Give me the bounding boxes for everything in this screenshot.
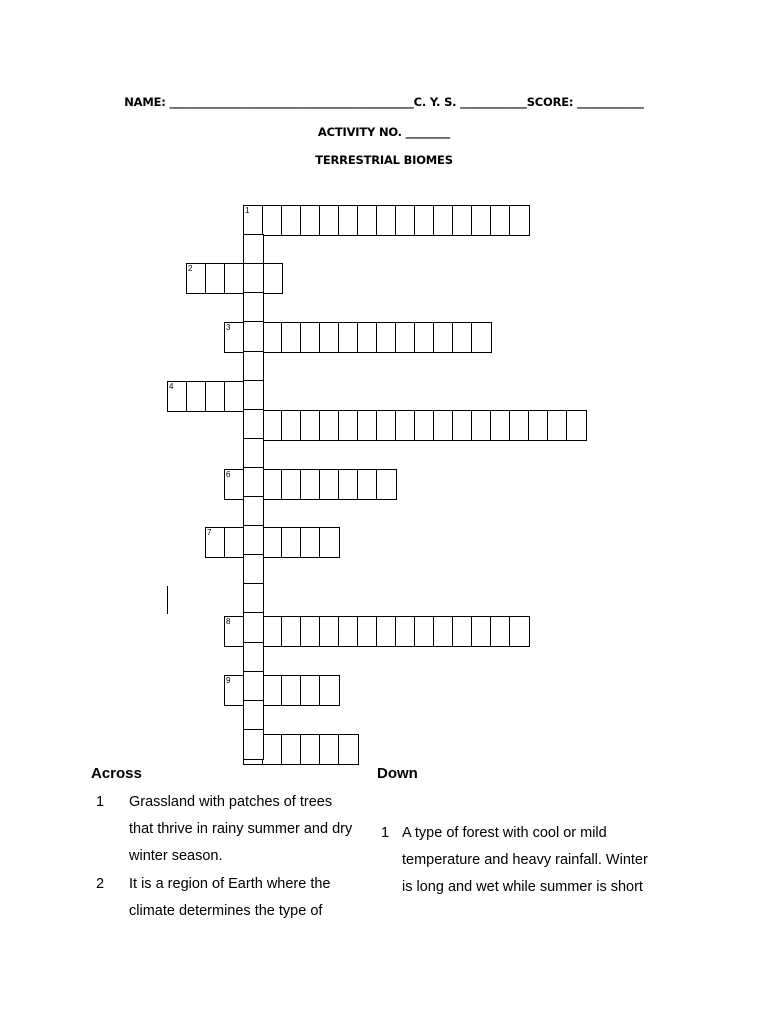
- crossword-cell-across-7[interactable]: [262, 527, 283, 558]
- crossword-cell-down-1[interactable]: [243, 583, 264, 614]
- crossword-cell-down-1[interactable]: [243, 612, 264, 643]
- crossword-cell-across-4[interactable]: [224, 381, 245, 412]
- crossword-cell-across-8[interactable]: [433, 616, 454, 647]
- crossword-cell-across-6[interactable]: [281, 469, 302, 500]
- crossword-cell-across-7[interactable]: [281, 527, 302, 558]
- clue-number: 1: [381, 825, 390, 841]
- crossword-cell-across-1[interactable]: [243, 205, 264, 236]
- crossword-cell-down-1[interactable]: [243, 467, 264, 498]
- crossword-cell-across-5[interactable]: [414, 410, 435, 441]
- crossword-cell-across-4[interactable]: [167, 381, 188, 412]
- crossword-cell-across-8[interactable]: [376, 616, 397, 647]
- crossword-cell-across-1[interactable]: [262, 205, 283, 236]
- crossword-cell-across-10[interactable]: [300, 734, 321, 765]
- crossword-cell-across-5[interactable]: [319, 410, 340, 441]
- crossword-cell-across-3[interactable]: [452, 322, 473, 353]
- crossword-cell-down-1[interactable]: [243, 234, 264, 265]
- crossword-cell-down-1[interactable]: [243, 525, 264, 556]
- crossword-cell-across-1[interactable]: [471, 205, 492, 236]
- crossword-cell-across-5[interactable]: [566, 410, 587, 441]
- crossword-cell-down-1[interactable]: [243, 380, 264, 411]
- crossword-cell-across-5[interactable]: [471, 410, 492, 441]
- crossword-cell-across-5[interactable]: [376, 410, 397, 441]
- crossword-cell-across-3[interactable]: [414, 322, 435, 353]
- crossword-cell-across-8[interactable]: [357, 616, 378, 647]
- crossword-cell-down-1[interactable]: [243, 351, 264, 382]
- crossword-cell-across-6[interactable]: [319, 469, 340, 500]
- crossword-cell-across-3[interactable]: [262, 322, 283, 353]
- crossword-cell-across-6[interactable]: [357, 469, 378, 500]
- crossword-cell-across-3[interactable]: [376, 322, 397, 353]
- crossword-cell-across-3[interactable]: [300, 322, 321, 353]
- clue-line: is long and wet while summer is short: [402, 879, 643, 895]
- crossword-cell-across-10[interactable]: [319, 734, 340, 765]
- crossword-cell-down-1[interactable]: [243, 263, 264, 294]
- crossword-cell-across-7[interactable]: [300, 527, 321, 558]
- clue-number: 2: [96, 876, 105, 892]
- crossword-cell-across-10[interactable]: [262, 734, 283, 765]
- crossword-cell-down-1[interactable]: [243, 700, 264, 731]
- crossword-cell-across-6[interactable]: [300, 469, 321, 500]
- clue-line: It is a region of Earth where the: [129, 876, 331, 892]
- crossword-cell-across-8[interactable]: [319, 616, 340, 647]
- page-title: TERRESTRIAL BIOMES: [315, 153, 453, 167]
- clue-text: [402, 820, 672, 901]
- crossword-cell-across-6[interactable]: [376, 469, 397, 500]
- crossword-cell-down-1[interactable]: [243, 642, 264, 673]
- clue-number-label: 9: [226, 676, 231, 685]
- clue-line: that thrive in rainy summer and dry: [129, 821, 353, 837]
- crossword-cell-across-10[interactable]: [281, 734, 302, 765]
- crossword-cell-across-4[interactable]: [186, 381, 207, 412]
- crossword-cell-across-1[interactable]: [357, 205, 378, 236]
- crossword-cell-across-1[interactable]: [376, 205, 397, 236]
- clue-text: [129, 871, 369, 925]
- crossword-cell-across-10[interactable]: [338, 734, 359, 765]
- crossword-cell-across-5[interactable]: [262, 410, 283, 441]
- crossword-cell-across-1[interactable]: [433, 205, 454, 236]
- crossword-cell-across-3[interactable]: [357, 322, 378, 353]
- clue-text: [129, 789, 369, 870]
- crossword-cell-down-1[interactable]: [243, 496, 264, 527]
- crossword-cell-across-8[interactable]: [395, 616, 416, 647]
- crossword-cell-across-2[interactable]: [262, 263, 283, 294]
- crossword-cell-across-5[interactable]: [547, 410, 568, 441]
- clue-line: winter season.: [129, 848, 223, 864]
- crossword-cell-across-2[interactable]: [186, 263, 207, 294]
- crossword-cell-down-1[interactable]: [243, 292, 264, 323]
- crossword-cell-across-6[interactable]: [224, 469, 245, 500]
- crossword-cell-across-1[interactable]: [490, 205, 511, 236]
- crossword-cell-down-1[interactable]: [243, 671, 264, 702]
- crossword-cell-across-8[interactable]: [452, 616, 473, 647]
- crossword-cell-across-1[interactable]: [509, 205, 530, 236]
- crossword-cell-across-6[interactable]: [338, 469, 359, 500]
- across-heading: Across: [91, 765, 142, 782]
- crossword-cell-across-5[interactable]: [433, 410, 454, 441]
- crossword-cell-across-8[interactable]: [300, 616, 321, 647]
- crossword-cell-across-5[interactable]: [281, 410, 302, 441]
- crossword-cell-across-1[interactable]: [452, 205, 473, 236]
- crossword-cell-across-3[interactable]: [395, 322, 416, 353]
- crossword-cell-across-7[interactable]: [319, 527, 340, 558]
- crossword-cell-down-1[interactable]: [243, 729, 264, 760]
- crossword-cell-across-6[interactable]: [262, 469, 283, 500]
- crossword-cell-across-3[interactable]: [224, 322, 245, 353]
- text-cursor: [167, 586, 168, 614]
- crossword-cell-across-9[interactable]: [224, 675, 245, 706]
- crossword-cell-down-1[interactable]: [243, 438, 264, 469]
- crossword-cell-across-5[interactable]: [300, 410, 321, 441]
- crossword-cell-across-3[interactable]: [433, 322, 454, 353]
- down-heading: Down: [377, 765, 418, 782]
- crossword-cell-across-5[interactable]: [509, 410, 530, 441]
- clue-line: climate determines the type of: [129, 903, 323, 919]
- clue-number-label: 3: [226, 323, 231, 332]
- crossword-cell-across-8[interactable]: [224, 616, 245, 647]
- crossword-cell-down-1[interactable]: [243, 409, 264, 440]
- crossword-cell-across-7[interactable]: [205, 527, 226, 558]
- clue-number-label: 8: [226, 617, 231, 626]
- crossword-cell-across-8[interactable]: [262, 616, 283, 647]
- crossword-cell-across-9[interactable]: [319, 675, 340, 706]
- crossword-cell-across-2[interactable]: [224, 263, 245, 294]
- clue-number-label: 7: [207, 528, 212, 537]
- crossword-cell-across-5[interactable]: [528, 410, 549, 441]
- clue-number-label: 1: [245, 206, 250, 215]
- clue-line: temperature and heavy rainfall. Winter: [402, 852, 648, 868]
- crossword-cell-across-8[interactable]: [414, 616, 435, 647]
- crossword-cell-across-3[interactable]: [319, 322, 340, 353]
- crossword-cell-across-8[interactable]: [281, 616, 302, 647]
- activity-number-line: ACTIVITY NO. ________: [317, 125, 451, 139]
- crossword-cell-across-3[interactable]: [471, 322, 492, 353]
- clue-number: 1: [96, 794, 105, 810]
- crossword-cell-across-1[interactable]: [338, 205, 359, 236]
- crossword-cell-across-7[interactable]: [224, 527, 245, 558]
- crossword-cell-across-3[interactable]: [281, 322, 302, 353]
- crossword-cell-across-5[interactable]: [452, 410, 473, 441]
- clue-line: A type of forest with cool or mild: [402, 825, 607, 841]
- crossword-cell-across-3[interactable]: [338, 322, 359, 353]
- crossword-cell-across-5[interactable]: [338, 410, 359, 441]
- crossword-cell-across-5[interactable]: [490, 410, 511, 441]
- crossword-cell-across-1[interactable]: [281, 205, 302, 236]
- clue-line: Grassland with patches of trees: [129, 794, 333, 810]
- crossword-cell-across-5[interactable]: [357, 410, 378, 441]
- crossword-cell-across-9[interactable]: [281, 675, 302, 706]
- crossword-cell-across-4[interactable]: [205, 381, 226, 412]
- crossword-cell-across-1[interactable]: [319, 205, 340, 236]
- clue-number-label: 6: [226, 470, 231, 479]
- crossword-cell-across-1[interactable]: [414, 205, 435, 236]
- crossword-cell-across-9[interactable]: [262, 675, 283, 706]
- crossword-cell-across-8[interactable]: [509, 616, 530, 647]
- crossword-cell-across-2[interactable]: [205, 263, 226, 294]
- clue-number-label: 4: [169, 382, 174, 391]
- crossword-cell-down-1[interactable]: [243, 321, 264, 352]
- crossword-cell-across-1[interactable]: [395, 205, 416, 236]
- crossword-cell-across-8[interactable]: [471, 616, 492, 647]
- name-line: NAME: ____________________________________________C. Y. S. ____________SCORE: ____________: [124, 95, 644, 109]
- clue-number-label: 2: [188, 264, 193, 273]
- crossword-cell-across-1[interactable]: [300, 205, 321, 236]
- crossword-cell-down-1[interactable]: [243, 554, 264, 585]
- crossword-cell-across-5[interactable]: [395, 410, 416, 441]
- crossword-cell-across-8[interactable]: [490, 616, 511, 647]
- crossword-cell-across-9[interactable]: [300, 675, 321, 706]
- crossword-cell-across-8[interactable]: [338, 616, 359, 647]
